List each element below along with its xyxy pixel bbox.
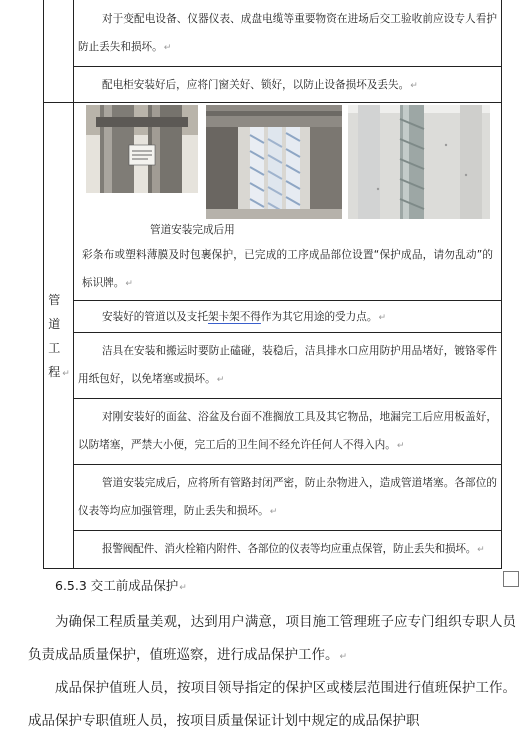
- table-row: [44, 301, 502, 333]
- table-row: [44, 0, 502, 67]
- paragraph-mark: ↵: [163, 43, 172, 53]
- pipe-photo-2: [206, 105, 342, 219]
- row-text: 报警阀配件、消火栓箱内附件、各部位的仪表等均应重点保管，防止丢失和损坏。: [102, 543, 477, 555]
- paragraph-mark: ↵: [179, 583, 187, 593]
- table-row: [44, 531, 502, 569]
- paragraph-mark: ↵: [62, 368, 70, 379]
- row-text: 彩条布或塑料薄膜及时包裹保护，已完成的工序成品部位设置“保护成品，请勿乱动”的标识牌。: [82, 249, 493, 289]
- table-cell: [74, 399, 502, 465]
- category-label: 管道工程: [48, 292, 61, 379]
- paragraph-mark: ↵: [396, 441, 405, 451]
- table-cell: [74, 103, 502, 301]
- paragraph-mark: ↵: [269, 507, 278, 517]
- photo-caption: 管道安装完成后用: [150, 224, 235, 236]
- paragraph-mark: ↵: [410, 81, 418, 91]
- table-cell: [74, 465, 502, 531]
- row-text: 对于变配电设备、仪器仪表、成盘电缆等重要物资在进场后交工验收前应设专人看护防止丢失和损坏。: [78, 13, 497, 53]
- paragraph-mark: ↵: [378, 313, 386, 323]
- row-text: 洁具在安装和搬运时要防止磕碰，装稳后，洁具排水口应用防护用品堵好，镀铬零件用纸包好，以免堵塞或损坏。: [78, 345, 497, 385]
- body-paragraph: [28, 606, 516, 674]
- table-cell: [74, 0, 502, 67]
- table-cell: [74, 531, 502, 569]
- table-row: [44, 399, 502, 465]
- paragraph-text: 为确保工程质量美观，达到用户满意，项目施工管理班子应专门组织专职人员负责成品质量保护，值班巡察，进行成品保护工作。: [28, 614, 516, 663]
- table-resize-handle[interactable]: [503, 571, 519, 587]
- table-cell: [74, 301, 502, 333]
- row-text: 对刚安装好的面盆、浴盆及台面不准搁放工具及其它物品，地漏完工后应用板盖好，以防堵塞，严禁大小便，完工后的卫生间不经允许任何人不得入内。: [78, 411, 497, 451]
- paragraph-mark: ↵: [125, 279, 133, 289]
- table-cell: [74, 333, 502, 399]
- paragraph-mark: ↵: [216, 375, 225, 385]
- underlined-text: 架卡架不得: [207, 311, 261, 323]
- photo-strip: [78, 103, 497, 221]
- table-row: [44, 67, 502, 103]
- row-text-part: 作为其它用途的受力点。: [260, 311, 378, 323]
- paragraph-text: 成品保护值班人员，按项目领导指定的保护区或楼层范围进行值班保护工作。成品保护专职值班人员，按项目质量保证计划中规定的成品保护职: [28, 680, 516, 729]
- table-row: [44, 465, 502, 531]
- row-text: 管道安装完成后，应将所有管路封闭严密，防止杂物进入，造成管道堵塞。各部位的仪表等均应加强管理，防止丢失和损坏。: [78, 477, 497, 517]
- table-row: [44, 103, 502, 301]
- row-text: 配电柜安装好后，应将门窗关好、锁好，以防止设备损坏及丢失。: [102, 79, 410, 91]
- protection-table: [43, 0, 502, 569]
- pipe-photo-1: [86, 105, 198, 193]
- paragraph-mark: ↵: [477, 545, 485, 555]
- pipe-photo-3: [348, 105, 490, 219]
- section-heading: [55, 576, 187, 594]
- paragraph-mark: ↵: [339, 652, 348, 662]
- table-row: [44, 333, 502, 399]
- section-heading-text: 6.5.3 交工前成品保护: [55, 578, 179, 593]
- body-paragraph: [28, 672, 516, 738]
- row-text-part: 安装好的管道以及支托: [102, 311, 208, 323]
- table-cell: [74, 67, 502, 103]
